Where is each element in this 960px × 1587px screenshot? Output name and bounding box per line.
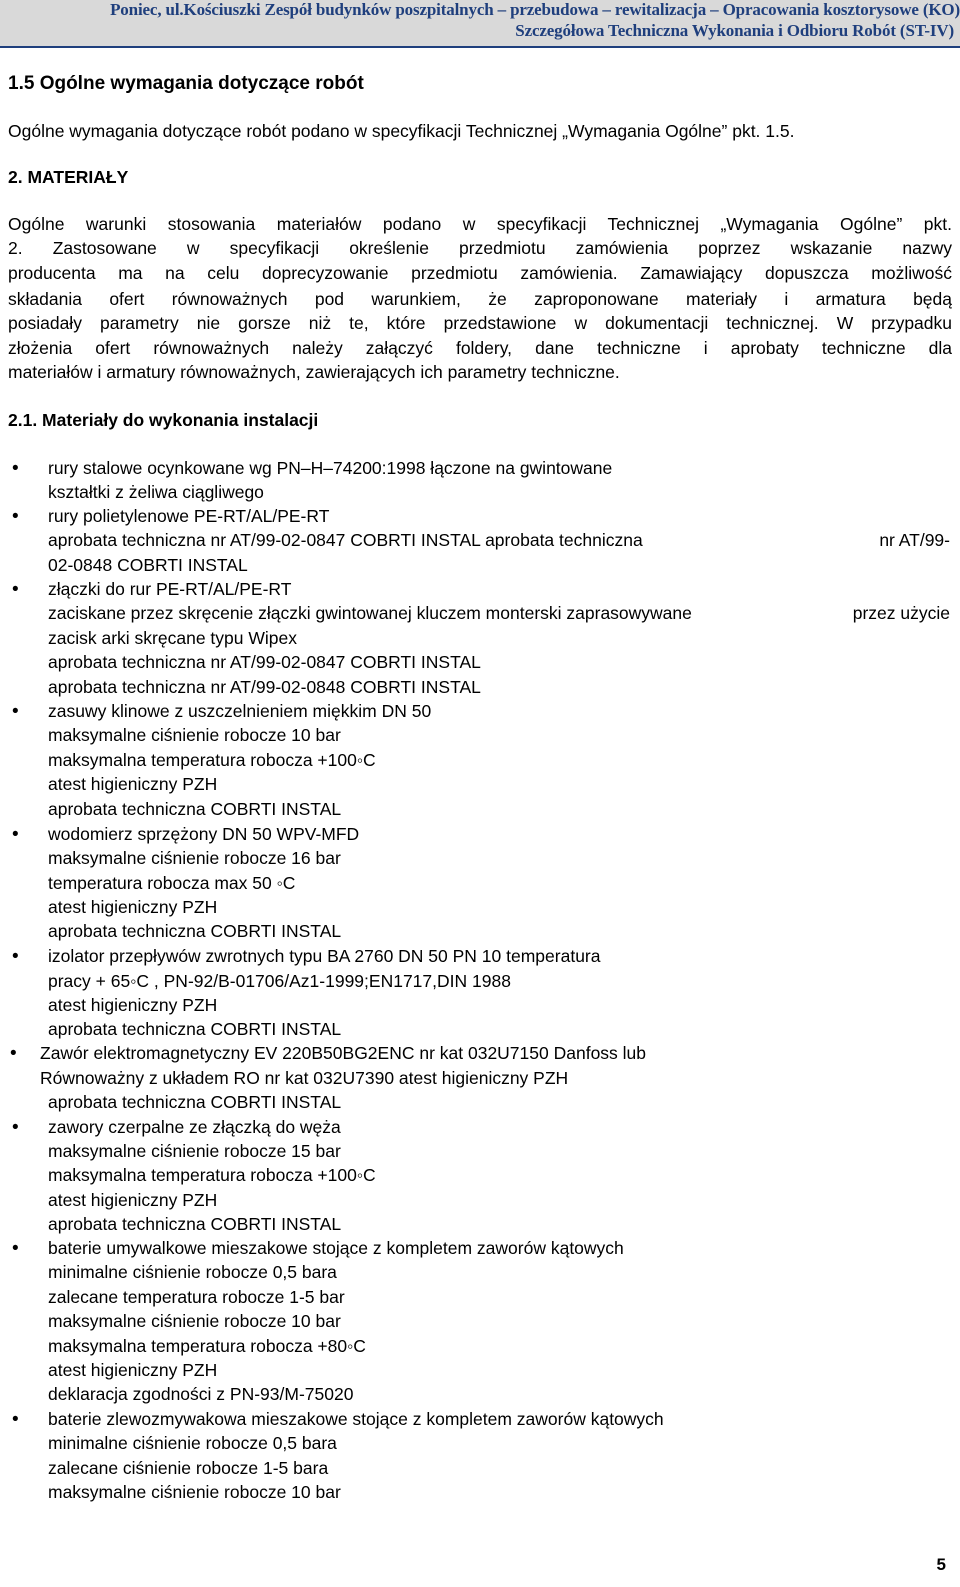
list-item-line: złączki do rur PE-RT/AL/PE-RT [48,579,292,599]
list-item-line: atest higieniczny PZH [48,1190,218,1210]
bullet-icon: • [12,1409,19,1430]
section-2-line: składania ofert równoważnych pod warunkiem, że zaproponowane materiały i armatura będą [8,289,952,309]
list-item-line: maksymalna temperatura robocza +100◦C [48,1165,376,1185]
list-item-line: wodomierz sprzężony DN 50 WPV-MFD [48,824,360,844]
list-item-line: zasuwy klinowe z uszczelnieniem miękkim DN 50 [48,701,432,721]
list-item-line: maksymalne ciśnienie robocze 10 bar [48,1311,341,1331]
list-item-line: aprobata techniczna COBRTI INSTAL [48,1214,342,1234]
list-item-line: zawory czerpalne ze złączką do węża [48,1117,341,1137]
list-item-line: rury stalowe ocynkowane wg PN–H–74200:1998 łączone na gwintowane [48,458,613,478]
list-item-line: zalecane temperatura robocze 1-5 bar [48,1287,345,1307]
bullet-icon: • [10,1043,17,1064]
list-item-line: aprobata techniczna nr AT/99-02-0848 COBRTI INSTAL [48,677,481,697]
list-item-line: aprobata techniczna nr AT/99-02-0847 COBRTI INSTAL aprobata techniczna [48,530,643,550]
list-item-line: aprobata techniczna nr AT/99-02-0847 COBRTI INSTAL [48,652,481,672]
bullet-icon: • [12,1117,19,1138]
list-item-line: 02-0848 COBRTI INSTAL [48,555,248,575]
list-item-line: deklaracja zgodności z PN-93/M-75020 [48,1384,354,1404]
bullet-icon: • [12,458,19,479]
section-2-line: materiałów i armatury równoważnych, zawierających ich parametry techniczne. [8,362,620,382]
list-item-line: maksymalna temperatura robocza +80◦C [48,1336,366,1356]
section-2-1-title: 2.1. Materiały do wykonania instalacji [8,410,319,430]
list-item-line: pracy + 65◦C , PN-92/B-01706/Az1-1999;EN1717,DIN 1988 [48,971,511,991]
list-item-line: kształtki z żeliwa ciągliwego [48,482,264,502]
list-item-line: Równoważny z układem RO nr kat 032U7390 atest higieniczny PZH [40,1068,569,1088]
list-item-line: rury polietylenowe PE-RT/AL/PE-RT [48,506,330,526]
list-item-line: izolator przepływów zwrotnych typu BA 2760 DN 50 PN 10 temperatura [48,946,601,966]
section-1-5-text: Ogólne wymagania dotyczące robót podano w specyfikacji Technicznej „Wymagania Ogólne” pkt. 1.5. [8,121,795,141]
list-item-line: minimalne ciśnienie robocze 0,5 bara [48,1262,337,1282]
list-item-line: minimalne ciśnienie robocze 0,5 bara [48,1433,337,1453]
bullet-icon: • [12,579,19,600]
header-spec-title: Szczegółowa Techniczna Wykonania i Odbioru Robót (ST-IV) [515,21,954,40]
list-item-line: baterie umywalkowe mieszakowe stojące z kompletem zaworów kątowych [48,1238,624,1258]
list-item-line-continuation: przez użycie [852,603,950,623]
list-item-line: maksymalne ciśnienie robocze 10 bar [48,725,341,745]
list-item-line: Zawór elektromagnetyczny EV 220B50BG2ENC nr kat 032U7150 Danfoss lub [40,1043,647,1063]
list-item-line: maksymalne ciśnienie robocze 10 bar [48,1482,341,1502]
list-item-line: temperatura robocza max 50 ◦C [48,873,296,893]
list-item-line: atest higieniczny PZH [48,995,218,1015]
section-2-line: 2. Zastosowane w specyfikacji określenie przedmiotu zamówienia poprzez wskazanie nazwy [8,238,952,258]
list-item-line: zalecane ciśnienie robocze 1-5 bara [48,1458,329,1478]
section-2-line: Ogólne warunki stosowania materiałów podano w specyfikacji Technicznej „Wymagania Ogólne” pkt. [8,214,952,234]
section-2-line: posiadały parametry nie gorsze niż te, które przedstawione w dokumentacji technicznej. W przypadku [8,313,952,333]
list-item-line: zaciskane przez skręcenie złączki gwintowanej kluczem monterski zaprasowywane [48,603,692,623]
header-rule [0,46,960,48]
list-item-line: atest higieniczny PZH [48,897,218,917]
section-2-line: producenta ma na celu doprecyzowanie przedmiotu zamówienia. Zamawiający dopuszcza możliwość [8,263,952,283]
list-item-line: maksymalne ciśnienie robocze 15 bar [48,1141,341,1161]
bullet-icon: • [12,1238,19,1259]
list-item-line: atest higieniczny PZH [48,1360,218,1380]
list-item-line: baterie zlewozmywakowa mieszakowe stojące z kompletem zaworów kątowych [48,1409,664,1429]
bullet-icon: • [12,701,19,722]
section-1-5-title: 1.5 Ogólne wymagania dotyczące robót [8,73,364,94]
bullet-icon: • [12,824,19,845]
list-item-line: maksymalne ciśnienie robocze 16 bar [48,848,341,868]
bullet-icon: • [12,946,19,967]
list-item-line: aprobata techniczna COBRTI INSTAL [48,1092,342,1112]
section-2-title: 2. MATERIAŁY [8,167,129,187]
page-number: 5 [936,1555,946,1574]
list-item-line: aprobata techniczna COBRTI INSTAL [48,921,342,941]
header-project-title: Poniec, ul.Kościuszki Zespół budynków poszpitalnych – przebudowa – rewitalizacja – Opracowania kosztorysowe (KO) [110,0,960,19]
bullet-icon: • [12,506,19,527]
list-item-line: zacisk arki skręcane typu Wipex [48,628,297,648]
list-item-line: maksymalna temperatura robocza +100◦C [48,750,376,770]
list-item-line: aprobata techniczna COBRTI INSTAL [48,799,342,819]
list-item-line: aprobata techniczna COBRTI INSTAL [48,1019,342,1039]
section-2-line: złożenia ofert równoważnych należy załączyć foldery, dane techniczne i aprobaty techniczne dla [8,338,952,358]
list-item-line: atest higieniczny PZH [48,774,218,794]
list-item-line-continuation: nr AT/99- [879,530,950,550]
